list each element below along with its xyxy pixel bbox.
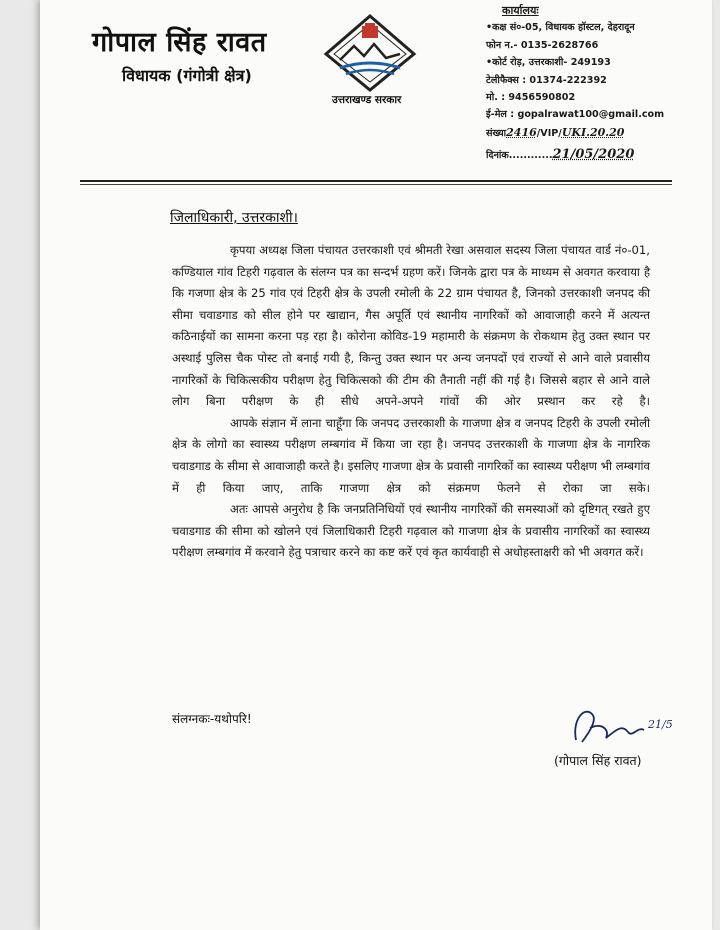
reference-number: संख्या2416/VIP/UKI.20.20 (486, 125, 625, 139)
header-divider-thin (80, 184, 672, 185)
office-address1: •कक्ष सं०-05, विधायक हॉस्टल, देहरादून (486, 22, 635, 34)
office-fax: टेलीफैक्स : 01374-222392 (486, 74, 607, 86)
office-email: ई-मेल : gopalrawat100@gmail.com (486, 109, 665, 121)
letterhead-designation: विधायक (गंगोत्री क्षेत्र) (122, 66, 252, 85)
letterhead-name: गोपाल सिंह रावत (92, 27, 267, 58)
signature-note: 21/5 (648, 718, 673, 731)
header-divider (80, 180, 672, 182)
office-address-block (486, 2, 664, 165)
paragraph: कृपया अध्यक्ष जिला पंचायत उत्तरकाशी एवं श्रीमती रेखा असवाल सदस्य जिला पंचायत वार्ड नं०-01, कण्डियाल गांव टिहरी गढ़वाल के संलग्न पत्र का सन्दर्भ ग्रहण करें। जिनके द्वारा पत्र के माध्यम से अवगत करवाया है कि गजणा क्षेत्र के 25 गांव एवं टिहरी क्षेत्र के उपली रमोली के 22 ग्राम पंचायत है, जिनको उत्तरकाशी जनपद की सीमा चवाडगाड को सील होने पर खाद्यान, गैस अपूर्ति एवं स्थानीय नागरिकों को आवाजाही करने में अत्यन्त कठिनाईयों का सामना करना पड़ रहा है। कोरोना कोविड-19 महामारी के संक्रमण के रोकथाम हेतु उक्त स्थान पर अस्थाई पुलिस चैक पोस्ट तो बनाई गयी है, किन्तु उक्त स्थान पर अन्य जनपदों एवं राज्यों से आने वाले प्रवासीय नागरिकों के चिकित्सकीय परीक्षण हेतु चिकित्सको की टीम की तैनाती नहीं की गई है। जिससे बहार से आने वाले लोग बिना परीक्षण के ही सीधे अपने-अपने गांवों की ओर प्रस्थान कर रहे है। (172, 243, 650, 409)
office-mobile: मो. : 9456590802 (486, 92, 576, 104)
office-address2: •कोर्ट रोड़, उत्तरकाशी- 249193 (486, 57, 611, 69)
signer-name: (गोपाल सिंह रावत) (554, 753, 642, 768)
addressee: जिलाधिकारी, उत्तरकाशी। (170, 210, 298, 226)
letter-body (172, 240, 650, 564)
emblem-caption: उत्तराखण्ड सरकार (332, 94, 402, 106)
office-heading: कार्यालयः (502, 4, 539, 17)
paragraph: अतः आपसे अनुरोध है कि जनप्रतिनिधियों एवं स्थानीय नागरिकों की समस्याओं को दृष्टिगत् रखते हुए चवाडगाड की सीमा को खोलने एवं जिलाधिकारी टिहरी गढ़वाल को गाजणा क्षेत्र के प्रवासीय नागरिकों का स्वास्थ्य परीक्षण लम्बगांव में करवाने हेतु पत्राचार करने का कष्ट करें एवं कृत कार्यवाही से अधोहस्ताक्षरी को भी अवगत करें। (172, 502, 650, 560)
handwritten-signature (562, 700, 682, 750)
letter-date: दिनांक............21/05/2020 (486, 147, 635, 163)
enclosure-note: संलग्नकः-यथोपरि! (172, 712, 252, 726)
paragraph: आपके संज्ञान में लाना चाहूँगा कि जनपद उत्तरकाशी के गाजणा क्षेत्र व जनपद टिहरी के उपली रमोली क्षेत्र के लोगो का स्वास्थ्य परीक्षण लम्बगांव में किया जा रहा है। जनपद उत्तरकाशी के गाजणा क्षेत्र के नागरिक चवाडगाड के सीमा से आवाजाही करते है। इसलिए गाजणा क्षेत्र के प्रवासी नागरिकों का स्वास्थ्य परीक्षण भी लम्बगांव में ही किया जाए, ताकि गाजणा क्षेत्र को संक्रमण फेलने से रोका जा सके। (172, 415, 650, 495)
uttarakhand-govt-emblem-icon (322, 14, 418, 92)
letter-page (40, 0, 712, 930)
office-phone: फोन न.- 0135-2628766 (486, 39, 599, 51)
